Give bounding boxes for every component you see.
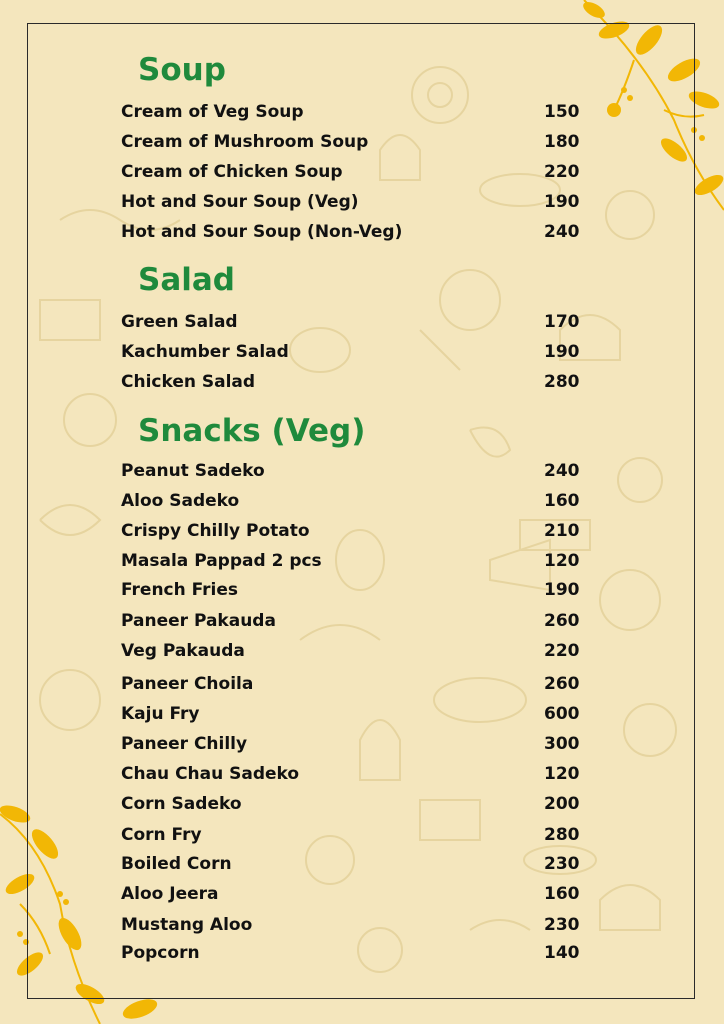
section-title-snacks-veg: Snacks (Veg) <box>138 413 366 449</box>
item-price: 160 <box>544 491 580 511</box>
item-name: Popcorn <box>121 943 200 963</box>
menu-item <box>121 791 584 817</box>
item-price: 600 <box>544 704 580 724</box>
menu-item <box>121 701 584 727</box>
item-price: 260 <box>544 611 580 631</box>
item-price: 190 <box>544 580 580 600</box>
item-name: Veg Pakauda <box>121 641 245 661</box>
item-price: 190 <box>544 192 580 212</box>
item-price: 280 <box>544 825 580 845</box>
item-name: Cream of Mushroom Soup <box>121 132 369 152</box>
menu-item <box>121 219 584 245</box>
item-price: 230 <box>544 915 580 935</box>
menu-item <box>121 731 584 757</box>
menu-item <box>121 881 584 907</box>
item-price: 280 <box>544 372 580 392</box>
menu-item <box>121 577 584 603</box>
item-name: Corn Fry <box>121 825 202 845</box>
item-name: Paneer Pakauda <box>121 611 276 631</box>
item-name: Cream of Veg Soup <box>121 102 304 122</box>
item-name: Boiled Corn <box>121 854 232 874</box>
item-name: Crispy Chilly Potato <box>121 521 310 541</box>
menu-item <box>121 488 584 514</box>
menu-item <box>121 548 584 574</box>
item-price: 220 <box>544 641 580 661</box>
item-name: Aloo Jeera <box>121 884 219 904</box>
item-price: 230 <box>544 854 580 874</box>
section-title-soup: Soup <box>138 52 226 88</box>
item-price: 190 <box>544 342 580 362</box>
item-name: Kachumber Salad <box>121 342 289 362</box>
item-price: 140 <box>544 943 580 963</box>
item-name: Hot and Sour Soup (Non-Veg) <box>121 222 403 242</box>
item-name: French Fries <box>121 580 239 600</box>
item-price: 180 <box>544 132 580 152</box>
item-name: Paneer Chilly <box>121 734 248 754</box>
item-name: Masala Pappad 2 pcs <box>121 551 322 571</box>
menu-item <box>121 518 584 544</box>
menu-item <box>121 159 584 185</box>
item-name: Mustang Aloo <box>121 915 253 935</box>
menu-item <box>121 671 584 697</box>
item-name: Chau Chau Sadeko <box>121 764 300 784</box>
menu-item <box>121 369 584 395</box>
menu-item <box>121 129 584 155</box>
menu-item <box>121 912 584 938</box>
item-price: 210 <box>544 521 580 541</box>
item-name: Chicken Salad <box>121 372 256 392</box>
item-name: Kaju Fry <box>121 704 200 724</box>
menu-item <box>121 608 584 634</box>
item-name: Green Salad <box>121 312 238 332</box>
item-price: 300 <box>544 734 580 754</box>
menu-item <box>121 851 584 877</box>
item-price: 240 <box>544 461 580 481</box>
item-name: Cream of Chicken Soup <box>121 162 343 182</box>
menu-item <box>121 761 584 787</box>
item-name: Paneer Choila <box>121 674 254 694</box>
item-name: Peanut Sadeko <box>121 461 265 481</box>
item-name: Aloo Sadeko <box>121 491 240 511</box>
item-price: 150 <box>544 102 580 122</box>
item-price: 120 <box>544 551 580 571</box>
menu-item <box>121 940 584 966</box>
item-name: Hot and Sour Soup (Veg) <box>121 192 359 212</box>
item-price: 120 <box>544 764 580 784</box>
menu-item <box>121 99 584 125</box>
item-price: 240 <box>544 222 580 242</box>
item-price: 170 <box>544 312 580 332</box>
item-price: 200 <box>544 794 580 814</box>
menu-item <box>121 822 584 848</box>
menu-item <box>121 638 584 664</box>
menu-item <box>121 458 584 484</box>
menu-item <box>121 189 584 215</box>
item-price: 160 <box>544 884 580 904</box>
section-title-salad: Salad <box>138 262 235 298</box>
menu-item <box>121 309 584 335</box>
menu-item <box>121 339 584 365</box>
item-price: 220 <box>544 162 580 182</box>
item-price: 260 <box>544 674 580 694</box>
item-name: Corn Sadeko <box>121 794 242 814</box>
